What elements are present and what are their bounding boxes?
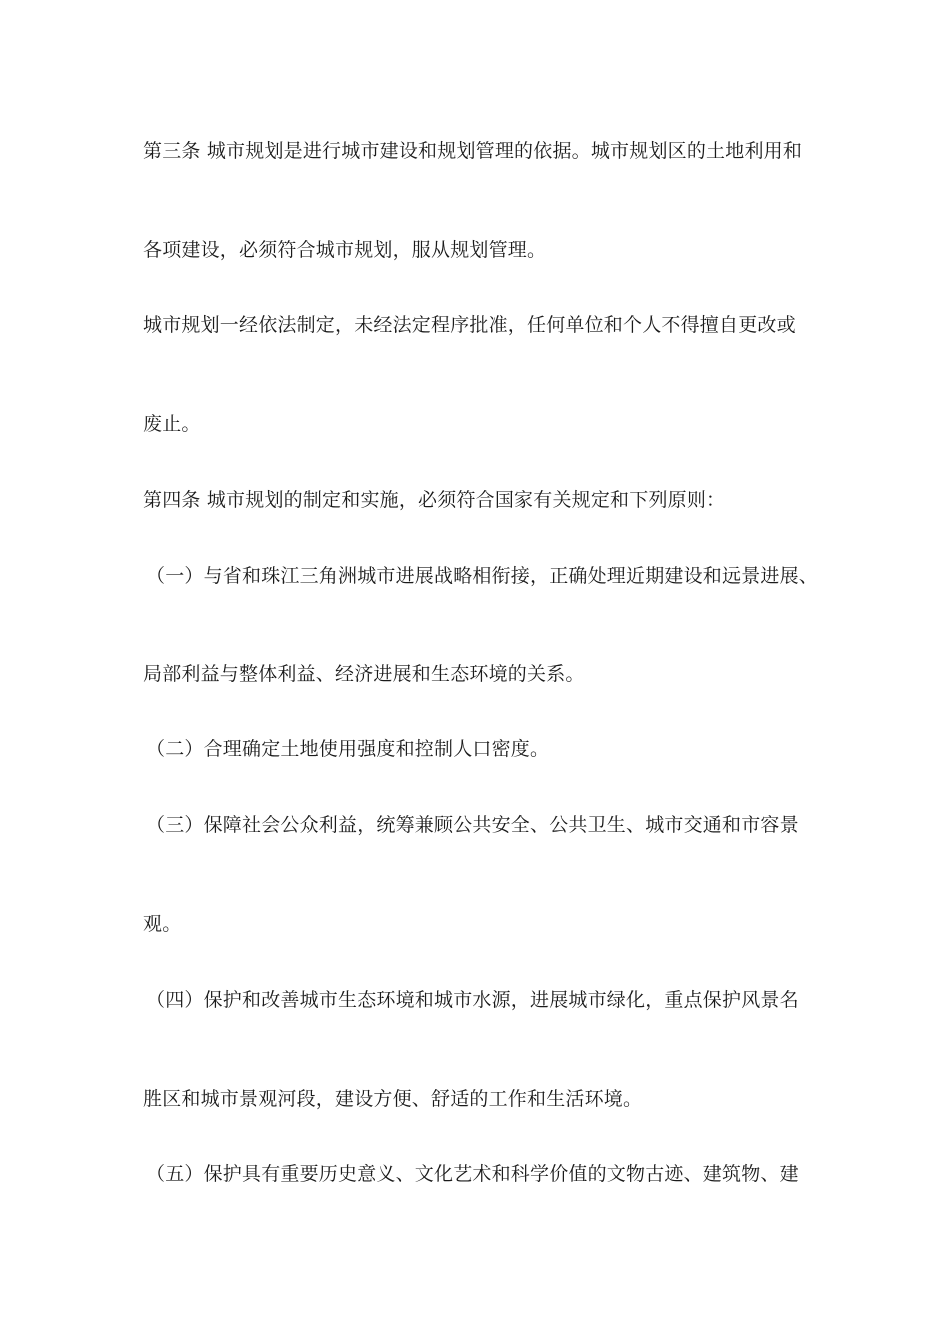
principle-1-line-1: （一）与省和珠江三角洲城市进展战略相衔接，正确处理近期建设和远景进展、 — [146, 565, 819, 587]
principle-4-line-1: （四）保护和改善城市生态环境和城市水源，进展城市绿化，重点保护风景名 — [146, 989, 799, 1011]
principle-1-line-2: 局部利益与整体利益、经济进展和生态环境的关系。 — [143, 663, 585, 685]
article-3-line-2: 各项建设，必须符合城市规划，服从规划管理。 — [143, 239, 547, 261]
principle-3-line-2: 观。 — [143, 913, 182, 935]
principle-3-line-1: （三）保障社会公众利益，统筹兼顾公共安全、公共卫生、城市交通和市容景 — [146, 814, 799, 836]
principle-2: （二）合理确定土地使用强度和控制人口密度。 — [146, 738, 550, 760]
article-4-heading: 第四条 城市规划的制定和实施，必须符合国家有关规定和下列原则： — [143, 489, 726, 511]
principle-4-line-2: 胜区和城市景观河段，建设方便、舒适的工作和生活环境。 — [143, 1088, 643, 1110]
principle-5-line-1: （五）保护具有重要历史意义、文化艺术和科学价值的文物古迹、建筑物、建 — [146, 1163, 799, 1185]
article-3-para-2-line-2: 废止。 — [143, 413, 201, 435]
article-3-para-2-line-1: 城市规划一经依法制定，未经法定程序批准，任何单位和个人不得擅自更改或 — [143, 314, 796, 336]
article-3-line-1: 第三条 城市规划是进行城市建设和规划管理的依据。城市规划区的土地利用和 — [143, 140, 803, 162]
